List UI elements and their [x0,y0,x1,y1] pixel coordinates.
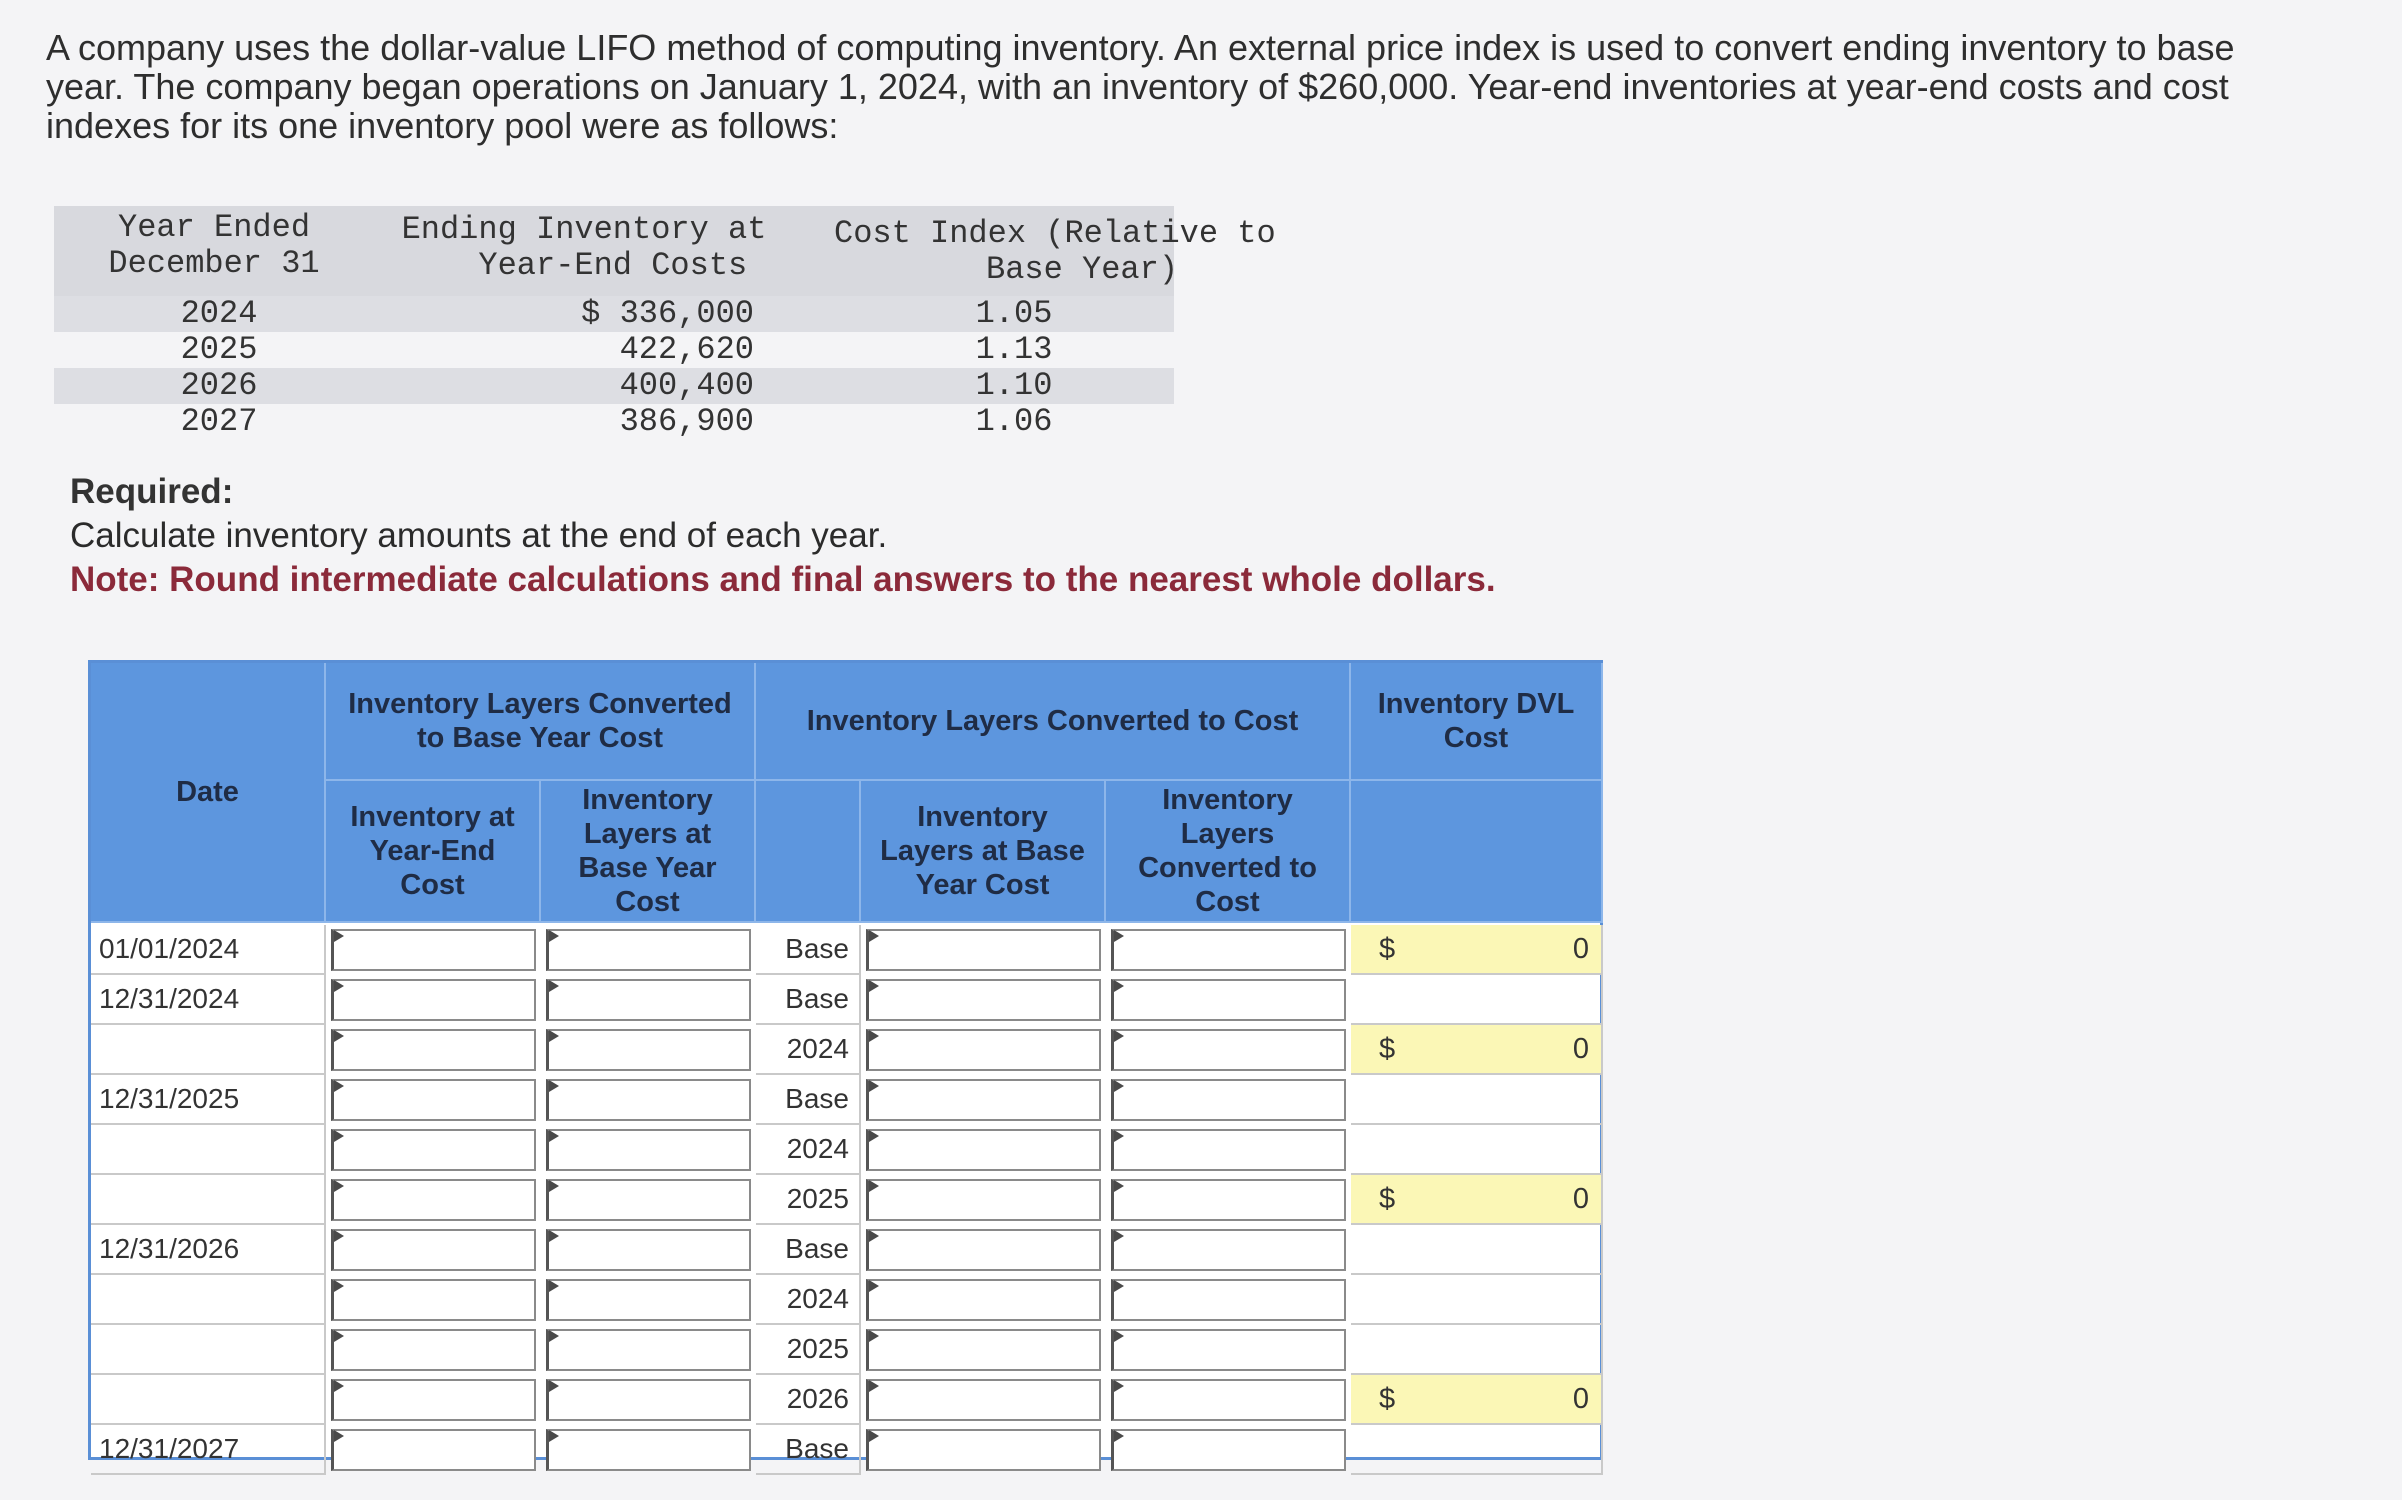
dvl-cost-total [1351,925,1603,975]
cost-cell: 386,900 [619,403,754,440]
layers-base-year-cost-input[interactable] [546,929,751,971]
required-text: Calculate inventory amounts at the end of each year. [70,516,888,555]
date-cell [91,1175,326,1225]
problem-intro: A company uses the dollar-value LIFO method of computing inventory. An external price index is used to convert ending inventory to base year. The company began operations on January 1, 2024, with an inventory of $260,000. Year-end inventories at year-end costs and cost indexes for its one inventory pool were as follows: [46,27,2235,146]
inventory-year-end-cost-input[interactable] [331,1079,536,1121]
dvl-total-value: 0 [1572,1183,1589,1215]
rounding-note: Note: Round intermediate calculations and final answers to the nearest whole dollars. [70,560,1496,599]
layer-base-year-cost-input[interactable] [866,979,1101,1021]
layers-base-year-cost-input[interactable] [546,1079,751,1121]
date-cell [91,1325,326,1375]
layers-base-year-cost-input[interactable] [546,1029,751,1071]
dollar-sign: $ [1379,1183,1396,1215]
dvl-cost-total [1351,1175,1603,1225]
layer-label: Base [756,1225,861,1275]
dvl-cost-cell [1351,1225,1603,1275]
dvl-total-value: 0 [1572,933,1589,965]
inventory-year-end-cost-input[interactable] [331,929,536,971]
dollar-sign: $ [1379,933,1396,965]
layer-base-year-cost-input[interactable] [866,1029,1101,1071]
layer-label: 2025 [756,1175,861,1225]
date-cell: 12/31/2026 [91,1225,326,1275]
header-year-ended: Year Ended December 31 [108,209,320,282]
inventory-year-end-cost-input[interactable] [331,1029,536,1071]
given-row [54,332,1174,368]
layer-converted-cost-input[interactable] [1111,1079,1346,1121]
layer-label: 2024 [756,1275,861,1325]
dvl-cost-total [1351,1375,1603,1425]
date-cell [91,1025,326,1075]
year-cell: 2027 [180,403,258,440]
dvl-cost-cell [1351,1325,1603,1375]
index-cell: 1.13 [975,331,1053,368]
inventory-year-end-cost-input[interactable] [331,979,536,1021]
layers-base-year-cost-input[interactable] [546,1129,751,1171]
layer-converted-cost-input[interactable] [1111,979,1346,1021]
layer-label: Base [756,925,861,975]
dvl-cost-cell [1351,1275,1603,1325]
layer-converted-cost-input[interactable] [1111,929,1346,971]
layer-label: Base [756,1075,861,1125]
inventory-year-end-cost-input[interactable] [331,1129,536,1171]
given-row [54,404,1174,440]
layers-base-year-cost-input[interactable] [546,1329,751,1371]
layer-base-year-cost-input[interactable] [866,1429,1101,1471]
date-cell [91,1125,326,1175]
year-cell: 2024 [180,295,258,332]
layer-base-year-cost-input[interactable] [866,1229,1101,1271]
cost-cell: 400,400 [619,367,754,404]
cost-cell: $ 336,000 [581,295,754,332]
required-section [70,470,1496,602]
dvl-total-value: 0 [1572,1033,1589,1065]
layer-base-year-cost-input[interactable] [866,1179,1101,1221]
given-data-table [54,206,1276,440]
layer-label: Base [756,975,861,1025]
answer-grid [88,660,1603,1464]
header-date: Date [91,663,326,923]
required-label: Required: [70,472,234,511]
layer-converted-cost-input[interactable] [1111,1279,1346,1321]
layer-base-year-cost-input[interactable] [866,1379,1101,1421]
header-dvl-cost: Inventory DVL Cost [1351,663,1603,781]
layer-converted-cost-input[interactable] [1111,1329,1346,1371]
layer-label: Base [756,1425,861,1475]
index-cell: 1.05 [975,295,1053,332]
date-cell: 12/31/2027 [91,1425,326,1475]
header-cost-index: Cost Index (Relative to Base Year) [834,215,1276,288]
inventory-year-end-cost-input[interactable] [331,1379,536,1421]
dvl-total-value: 0 [1572,1383,1589,1415]
header-base-year-group: Inventory Layers Converted to Base Year Cost [326,663,756,781]
layer-label: 2026 [756,1375,861,1425]
date-cell [91,1275,326,1325]
layers-base-year-cost-input[interactable] [546,1179,751,1221]
cost-cell: 422,620 [619,331,754,368]
layer-converted-cost-input[interactable] [1111,1129,1346,1171]
date-cell: 12/31/2024 [91,975,326,1025]
dvl-cost-total [1351,1025,1603,1075]
header-cost-group: Inventory Layers Converted to Cost [756,663,1351,781]
dollar-sign: $ [1379,1033,1396,1065]
dvl-cost-cell [1351,975,1603,1025]
layers-base-year-cost-input[interactable] [546,979,751,1021]
dvl-cost-cell [1351,1125,1603,1175]
layer-label: 2024 [756,1025,861,1075]
dollar-sign: $ [1379,1383,1396,1415]
layers-base-year-cost-input[interactable] [546,1429,751,1471]
layer-converted-cost-input[interactable] [1111,1379,1346,1421]
layer-base-year-cost-input[interactable] [866,1129,1101,1171]
dvl-cost-cell [1351,1425,1603,1475]
layer-base-year-cost-input[interactable] [866,1329,1101,1371]
inventory-year-end-cost-input[interactable] [331,1279,536,1321]
header-layers-base-year-cost: Inventory Layers at Base Year Cost [541,781,756,923]
header-layer-label [756,781,861,923]
date-cell [91,1375,326,1425]
layers-base-year-cost-input[interactable] [546,1279,751,1321]
layer-label: 2024 [756,1125,861,1175]
inventory-year-end-cost-input[interactable] [331,1229,536,1271]
index-cell: 1.06 [975,403,1053,440]
layer-converted-cost-input[interactable] [1111,1179,1346,1221]
inventory-year-end-cost-input[interactable] [331,1329,536,1371]
header-dvl-blank [1351,781,1603,923]
layer-label: 2025 [756,1325,861,1375]
given-row [54,368,1174,404]
header-inventory-year-end-cost: Inventory at Year-End Cost [326,781,541,923]
layer-converted-cost-input[interactable] [1111,1029,1346,1071]
header-layers-converted-cost: Inventory Layers Converted to Cost [1106,781,1351,923]
header-ending-inventory: Ending Inventory at Year-End Costs [401,211,767,284]
inventory-year-end-cost-input[interactable] [331,1429,536,1471]
layer-base-year-cost-input[interactable] [866,929,1101,971]
given-row [54,296,1174,332]
year-cell: 2025 [180,331,258,368]
given-table-header [54,206,1276,296]
index-cell: 1.10 [975,367,1053,404]
layer-converted-cost-input[interactable] [1111,1229,1346,1271]
layer-base-year-cost-input[interactable] [866,1279,1101,1321]
year-cell: 2026 [180,367,258,404]
header-layers-base-year-cost-2: Inventory Layers at Base Year Cost [861,781,1106,923]
layers-base-year-cost-input[interactable] [546,1229,751,1271]
layer-converted-cost-input[interactable] [1111,1429,1346,1471]
dvl-cost-cell [1351,1075,1603,1125]
date-cell: 12/31/2025 [91,1075,326,1125]
layer-base-year-cost-input[interactable] [866,1079,1101,1121]
date-cell: 01/01/2024 [91,925,326,975]
layers-base-year-cost-input[interactable] [546,1379,751,1421]
inventory-year-end-cost-input[interactable] [331,1179,536,1221]
